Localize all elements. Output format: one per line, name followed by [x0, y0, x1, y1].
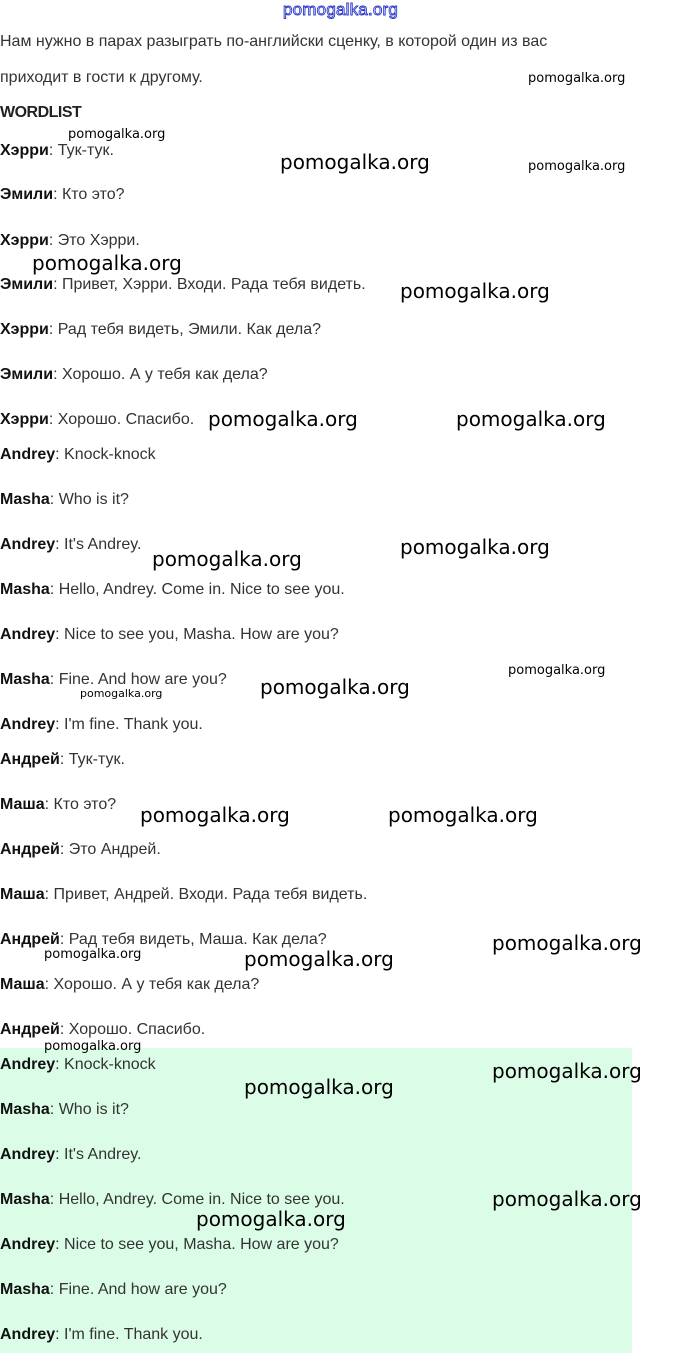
speaker-name: Andrey	[0, 1236, 56, 1253]
line-text: : Fine. And how are you?	[49, 671, 227, 688]
dialog-line	[0, 1056, 156, 1074]
speaker-name: Андрей	[0, 841, 60, 858]
watermark: pomogalka.org	[44, 1039, 142, 1054]
dialog-line	[0, 232, 140, 250]
dialog-line	[0, 276, 366, 294]
watermark: pomogalka.org	[528, 159, 626, 174]
watermark: pomogalka.org	[244, 947, 394, 971]
speaker-name: Andrey	[0, 1056, 56, 1073]
dialog-line	[0, 931, 327, 949]
watermark: pomogalka.org	[388, 803, 538, 827]
intro-line-1: Нам нужно в парах разыграть по-английски сценку, в которой один из вас	[0, 33, 548, 50]
speaker-name: Andrey	[0, 536, 56, 553]
line-text: : Fine. And how are you?	[49, 1281, 227, 1298]
line-text: : It's Andrey.	[55, 536, 142, 553]
watermark: pomogalka.org	[140, 803, 290, 827]
line-text: : Hello, Andrey. Come in. Nice to see you.	[49, 1191, 345, 1208]
line-text: : Nice to see you, Masha. How are you?	[55, 1236, 339, 1253]
speaker-name: Andrey	[0, 626, 56, 643]
dialog-line	[0, 411, 194, 429]
watermark: pomogalka.org	[68, 127, 166, 142]
line-text: : Кто это?	[53, 186, 125, 203]
watermark: pomogalka.org	[400, 279, 550, 303]
dialog-line	[0, 1236, 339, 1254]
speaker-name: Masha	[0, 1101, 50, 1118]
dialog-line	[0, 796, 116, 814]
dialog-line	[0, 446, 156, 464]
line-text: : Тук-тук.	[59, 751, 125, 768]
line-text: : Это Андрей.	[59, 841, 161, 858]
watermark: pomogalka.org	[400, 535, 550, 559]
speaker-name: Андрей	[0, 1021, 60, 1038]
speaker-name: Masha	[0, 491, 50, 508]
speaker-name: Андрей	[0, 931, 60, 948]
watermark: pomogalka.org	[492, 1187, 642, 1211]
watermark: pomogalka.org	[152, 547, 302, 571]
line-text: : Кто это?	[44, 796, 117, 813]
line-text: : Тук-тук.	[48, 142, 114, 159]
speaker-name: Masha	[0, 671, 50, 688]
speaker-name: Эмили	[0, 276, 54, 293]
speaker-name: Андрей	[0, 751, 60, 768]
line-text: : It's Andrey.	[55, 1146, 142, 1163]
dialog-line	[0, 321, 321, 339]
site-brand[interactable]: pomogalka.org	[283, 0, 399, 19]
watermark: pomogalka.org	[208, 407, 358, 431]
speaker-name: Masha	[0, 1281, 50, 1298]
dialog-line	[0, 142, 114, 160]
dialog-line	[0, 976, 259, 994]
line-text: : Nice to see you, Masha. How are you?	[55, 626, 339, 643]
speaker-name: Маша	[0, 796, 45, 813]
dialog-line	[0, 841, 161, 859]
line-text: : Привет, Андрей. Входи. Рада тебя видеть.	[44, 886, 368, 903]
speaker-name: Andrey	[0, 1326, 56, 1343]
line-text: : Хорошо. А у тебя как дела?	[53, 366, 268, 383]
dialog-line	[0, 1191, 345, 1209]
speaker-name: Эмили	[0, 366, 54, 383]
watermark: pomogalka.org	[508, 663, 606, 678]
wordlist-heading: WORDLIST	[0, 104, 82, 121]
dialog-line	[0, 1101, 129, 1119]
line-text: : Привет, Хэрри. Входи. Рада тебя видеть.	[53, 276, 366, 293]
dialog-line	[0, 1281, 227, 1299]
dialog-line	[0, 886, 367, 904]
dialog-line	[0, 536, 141, 554]
line-text: : Who is it?	[49, 1101, 129, 1118]
watermark: pomogalka.org	[528, 71, 626, 86]
speaker-name: Andrey	[0, 1146, 56, 1163]
speaker-name: Andrey	[0, 716, 56, 733]
speaker-name: Хэрри	[0, 142, 49, 159]
dialog-line	[0, 1326, 203, 1344]
speaker-name: Хэрри	[0, 411, 49, 428]
speaker-name: Masha	[0, 581, 50, 598]
watermark: pomogalka.org	[456, 407, 606, 431]
line-text: : Рад тебя видеть, Маша. Как дела?	[59, 931, 327, 948]
watermark: pomogalka.org	[280, 150, 430, 174]
watermark: pomogalka.org	[492, 1059, 642, 1083]
speaker-name: Masha	[0, 1191, 50, 1208]
speaker-name: Маша	[0, 976, 45, 993]
dialog-line	[0, 1146, 141, 1164]
line-text: : Hello, Andrey. Come in. Nice to see you.	[49, 581, 345, 598]
line-text: : Хорошо. Спасибо.	[48, 411, 195, 428]
dialog-line	[0, 716, 203, 734]
speaker-name: Andrey	[0, 446, 56, 463]
dialog-line	[0, 671, 227, 689]
line-text: : I'm fine. Thank you.	[55, 716, 203, 733]
dialog-line	[0, 581, 345, 599]
line-text: : Хорошо. А у тебя как дела?	[44, 976, 260, 993]
speaker-name: Хэрри	[0, 321, 49, 338]
speaker-name: Хэрри	[0, 232, 49, 249]
watermark: pomogalka.org	[80, 687, 163, 700]
dialog-line	[0, 1021, 205, 1039]
dialog-line	[0, 626, 339, 644]
line-text: : Это Хэрри.	[48, 232, 140, 249]
line-text: : Knock-knock	[55, 1056, 156, 1073]
intro-line-2: приходит в гости к другому.	[0, 69, 203, 86]
speaker-name: Маша	[0, 886, 45, 903]
watermark: pomogalka.org	[244, 1075, 394, 1099]
line-text: : Хорошо. Спасибо.	[59, 1021, 206, 1038]
watermark: pomogalka.org	[196, 1207, 346, 1231]
line-text: : Who is it?	[49, 491, 129, 508]
watermark: pomogalka.org	[260, 675, 410, 699]
dialog-line	[0, 491, 129, 509]
line-text: : I'm fine. Thank you.	[55, 1326, 203, 1343]
line-text: : Рад тебя видеть, Эмили. Как дела?	[48, 321, 322, 338]
watermark: pomogalka.org	[44, 947, 142, 962]
dialog-line	[0, 751, 125, 769]
line-text: : Knock-knock	[55, 446, 156, 463]
watermark: pomogalka.org	[32, 251, 182, 275]
dialog-line	[0, 186, 125, 204]
speaker-name: Эмили	[0, 186, 54, 203]
watermark: pomogalka.org	[492, 931, 642, 955]
dialog-line	[0, 366, 268, 384]
